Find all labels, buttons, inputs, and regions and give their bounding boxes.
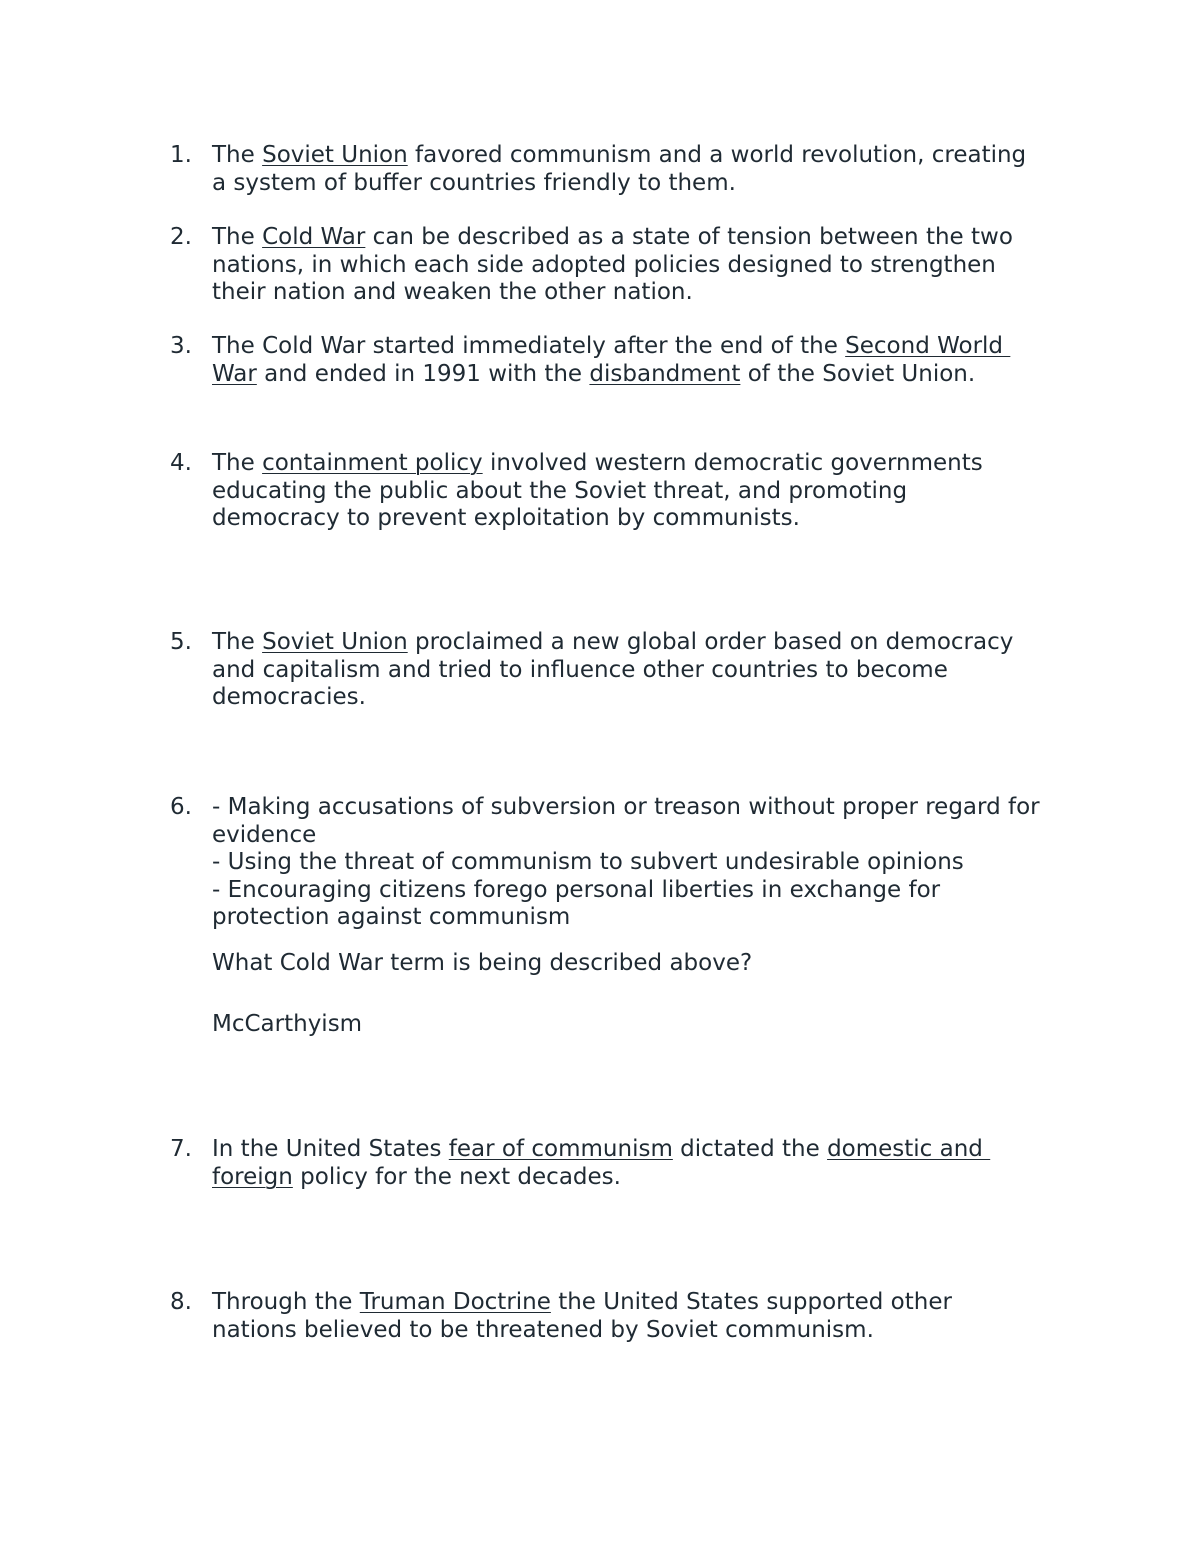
underlined-term: Cold War: [262, 224, 366, 250]
underlined-term: Truman Doctrine: [359, 1289, 551, 1315]
text-line: their nation and weaken the other nation.: [212, 279, 693, 305]
text-line: The containment policy involved western democratic governments: [212, 450, 983, 476]
item-text: [212, 224, 1072, 307]
item-number: 7.: [170, 1136, 192, 1162]
text-line: - Using the threat of communism to subvert undesirable opinions: [212, 849, 964, 875]
text-line: and capitalism and tried to influence other countries to become: [212, 656, 948, 683]
text-line: - Making accusations of subversion or treason without proper regard for: [212, 794, 1040, 820]
text-line: The Soviet Union proclaimed a new global order based on democracy: [212, 629, 1014, 655]
question-text: What Cold War term is being described above?: [212, 949, 753, 976]
underlined-term: fear of communism: [448, 1136, 673, 1162]
underlined-term: containment policy: [262, 450, 483, 476]
text-line: protection against communism: [212, 904, 571, 930]
answer-text: McCarthyism: [212, 1011, 363, 1037]
text-line: nations, in which each side adopted policies designed to strengthen: [212, 251, 996, 278]
item-text: [212, 142, 1072, 197]
underlined-term: Soviet Union: [262, 629, 408, 655]
text-line: The Cold War can be described as a state of tension between the two: [212, 224, 1013, 250]
item-text: [212, 333, 1072, 388]
underlined-term: Second World: [845, 333, 1011, 359]
item-text: [212, 794, 1072, 1039]
item-text: [212, 450, 1072, 533]
item-number: 3.: [170, 333, 192, 359]
text-line: foreign policy for the next decades.: [212, 1163, 621, 1190]
underlined-term: War: [212, 360, 257, 387]
underlined-term: Soviet Union: [262, 142, 408, 168]
item-number: 8.: [170, 1289, 192, 1315]
item-text: [212, 629, 1072, 712]
underlined-term: domestic and: [827, 1136, 991, 1162]
text-line: The Cold War started immediately after the end of the Second World: [212, 333, 1011, 359]
item-text: [212, 1136, 1072, 1191]
item-number: 1.: [170, 142, 192, 168]
text-line: democracy to prevent exploitation by communists.: [212, 505, 800, 531]
text-line: a system of buffer countries friendly to them.: [212, 169, 736, 196]
text-line: evidence: [212, 821, 317, 848]
underlined-term: disbandment: [589, 360, 741, 387]
item-number: 4.: [170, 450, 192, 476]
text-line: The Soviet Union favored communism and a world revolution, creating: [212, 142, 1027, 168]
text-line: educating the public about the Soviet threat, and promoting: [212, 477, 908, 504]
text-line: nations believed to be threatened by Soviet communism.: [212, 1316, 874, 1343]
item-number: 2.: [170, 224, 192, 250]
text-line: In the United States fear of communism dictated the domestic and: [212, 1136, 991, 1162]
text-line: - Encouraging citizens forego personal liberties in exchange for: [212, 876, 941, 903]
text-line: Through the Truman Doctrine the United States supported other: [212, 1289, 952, 1315]
item-number: 5.: [170, 629, 192, 655]
item-text: [212, 1289, 1072, 1344]
item-number: 6.: [170, 794, 192, 820]
text-line: War and ended in 1991 with the disbandment of the Soviet Union.: [212, 360, 976, 387]
underlined-term: foreign: [212, 1163, 293, 1190]
text-line: democracies.: [212, 684, 366, 710]
